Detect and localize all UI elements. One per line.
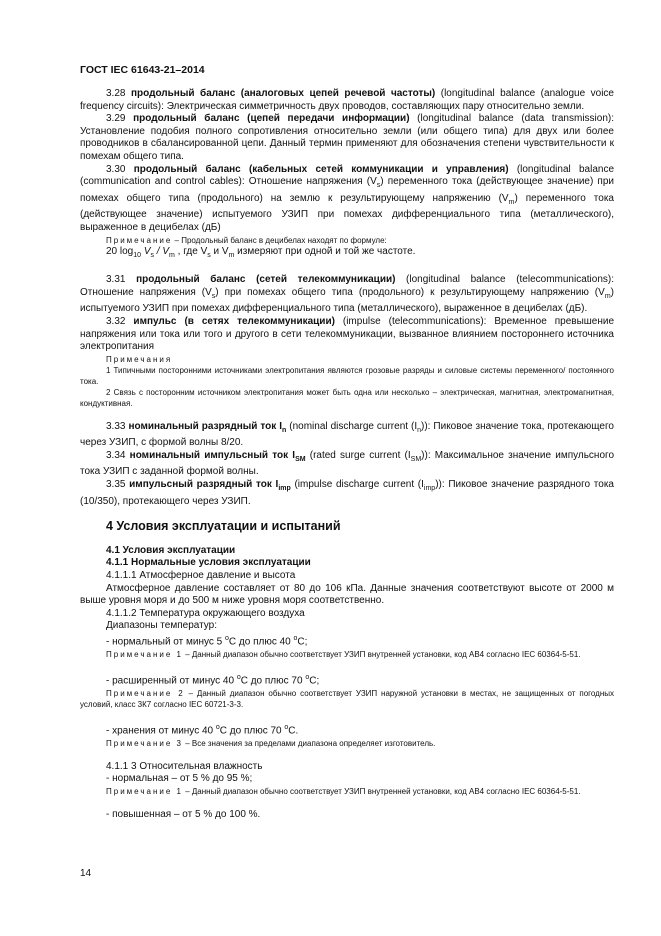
subscript: SM bbox=[410, 455, 422, 463]
temp-note-3 bbox=[80, 738, 614, 749]
page-number: 14 bbox=[80, 868, 92, 879]
formula-text: , где V bbox=[174, 245, 208, 257]
term-definition: (longitudinal balance (communication and control cables): Отношение напряжения (V bbox=[80, 163, 615, 188]
term-title: импульс (в сетях телекоммуникации) bbox=[133, 315, 335, 327]
term-3-35 bbox=[80, 479, 614, 508]
notes-heading bbox=[80, 354, 614, 365]
formula-text: и V bbox=[210, 245, 229, 257]
term-definition: )): Пиковое значение разрядного тока (10/350), протекающего через УЗИП. bbox=[80, 479, 614, 507]
subscript: SM bbox=[295, 455, 306, 463]
subscript: m bbox=[604, 292, 611, 300]
subsection-4-1-1-3: 4.1.1 3 Относительная влажность bbox=[106, 760, 263, 772]
document-body bbox=[80, 88, 614, 822]
degree: o bbox=[293, 635, 298, 642]
spacer bbox=[80, 262, 614, 274]
range-storage bbox=[80, 722, 614, 738]
ranges-text: Диапазоны температур: bbox=[106, 620, 218, 632]
spacer bbox=[80, 409, 614, 421]
subscript: m bbox=[169, 251, 175, 259]
humidity-note bbox=[80, 786, 614, 797]
term-definition: (nominal discharge current (I bbox=[286, 420, 418, 432]
term-3-31 bbox=[80, 274, 614, 316]
range-text: C до плюс 40 bbox=[228, 636, 294, 648]
temp-note-1 bbox=[80, 649, 614, 660]
term-3-28 bbox=[80, 88, 614, 113]
term-definition: (rated surge current (I bbox=[305, 449, 411, 461]
humidity-high: - повышенная – от 5 % до 100 %. bbox=[106, 808, 261, 820]
term-definition: )): Максимальное значение импульсного тока УЗИП с заданной формой волны. bbox=[80, 449, 615, 478]
term-definition: ) переменного тока (действующее значение) при помехах общего типа (продольного) на землю к результирующему напряжению (V bbox=[80, 176, 614, 204]
term-title: продольный баланс (сетей телекоммуникации) bbox=[136, 274, 396, 286]
degree: o bbox=[215, 723, 220, 731]
subscript: n bbox=[417, 426, 422, 434]
term-number: 3.28 bbox=[106, 88, 126, 99]
term-title: продольный баланс (кабельных сетей коммуникации и управления) bbox=[133, 163, 509, 175]
section-title: 4 Условия эксплуатации и испытаний bbox=[106, 519, 341, 534]
formula-var: / V bbox=[154, 245, 170, 257]
formula-text: измеряют при одной и той же частоте. bbox=[234, 245, 416, 257]
term-definition: (longitudinal balance (data transmission): Установление подобия полного сопротивления относительно земли (или общего типа) для двух или более проводников в сбалансированной цепи. Данный термин применяют для обозначения степени чувствительности к помехам общего типа. bbox=[80, 113, 614, 162]
spacer bbox=[80, 533, 614, 545]
subsection-4-1: 4.1 Условия эксплуатации bbox=[106, 544, 236, 556]
term-number: 3.29 bbox=[106, 113, 126, 125]
subscript: imp bbox=[278, 485, 291, 493]
term-number: 3.31 bbox=[106, 274, 126, 286]
spacer bbox=[80, 797, 614, 809]
note-label: Примечание 1 bbox=[106, 786, 183, 796]
subsection-4-1-1: 4.1.1 Нормальные условия эксплуатации bbox=[106, 557, 311, 569]
note-label: Примечание bbox=[106, 235, 173, 245]
note-text: – Продольный баланс в децибелах находят по формуле: bbox=[172, 235, 387, 245]
term-definition: (longitudinal balance (analogue voice frequency circuits): Электрическая симметричность двух проводов, составляющих пару относительно земли. bbox=[80, 88, 614, 112]
term-number: 3.30 bbox=[106, 163, 126, 175]
term-3-34 bbox=[80, 450, 614, 479]
subscript: s bbox=[150, 251, 154, 259]
term-number: 3.33 bbox=[106, 420, 126, 432]
formula-var: V bbox=[141, 245, 151, 257]
formula bbox=[80, 246, 614, 263]
range-text: C; bbox=[297, 636, 308, 648]
term-definition: (impulse discharge current (I bbox=[290, 479, 424, 491]
note-text: – Данный диапазон обычно соответствует УЗИП внутренней установки, код АВ4 согласно IEC 60364-5-51. bbox=[182, 786, 581, 796]
degree: o bbox=[305, 673, 310, 681]
note-1: 1 Типичными посторонними источниками электропитания являются грозовые разряды и силовые системы переменного/ постоянного тока. bbox=[80, 365, 614, 386]
subscript: m bbox=[228, 251, 235, 259]
note-text: – Данный диапазон обычно соответствует УЗИП наружной установки в местах, не защищенных от погодных условий, класс 3К7 согласно IEC 60721-3-3. bbox=[80, 688, 614, 709]
subscript: n bbox=[282, 426, 287, 434]
term-number: 3.32 bbox=[106, 315, 126, 327]
subsection-4-1-1-2: 4.1.1.2 Температура окружающего воздуха bbox=[106, 607, 305, 619]
formula-text: 20 log bbox=[106, 245, 134, 257]
note-2: 2 Связь с посторонним источником электропитания может быть одна или несколько – электрическая, магнитная, электромагнитная, кондуктивная. bbox=[80, 387, 614, 408]
term-definition: ) испытуемого УЗИП при помехах дифференциального типа (металлического), выраженное в децибелах (дБ). bbox=[80, 286, 614, 315]
range-text: C до плюс 70 bbox=[219, 725, 285, 737]
degree: o bbox=[236, 673, 241, 681]
subscript: s bbox=[376, 182, 381, 190]
range-text: C до плюс 70 bbox=[240, 675, 306, 687]
subscript: s bbox=[207, 251, 211, 259]
range-text: C; bbox=[309, 675, 320, 687]
pressure-text: Атмосферное давление составляет от 80 до 106 кПа. Данные значения соответствуют высоте от 2000 м выше уровня моря и до 500 м ниже уровня моря соответственно. bbox=[80, 582, 614, 607]
subscript: imp bbox=[423, 485, 436, 493]
humidity-normal: - нормальная – от 5 % до 95 %; bbox=[106, 773, 253, 785]
term-number: 3.34 bbox=[106, 449, 126, 461]
note-label: Примечание 3 bbox=[106, 738, 183, 748]
range-text: - расширенный от минус 40 bbox=[106, 675, 237, 687]
subsection-4-1-1-1: 4.1.1.1 Атмосферное давление и высота bbox=[106, 570, 296, 582]
spacer bbox=[80, 710, 614, 722]
subscript: s bbox=[211, 292, 216, 300]
range-text: C. bbox=[288, 725, 299, 737]
term-3-29 bbox=[80, 113, 614, 163]
subscript: 10 bbox=[133, 251, 142, 259]
subscript: m bbox=[508, 198, 515, 206]
range-extended bbox=[80, 672, 614, 688]
note-label: Примечание 2 bbox=[106, 688, 185, 698]
spacer bbox=[80, 660, 614, 672]
term-3-30 bbox=[80, 164, 614, 235]
term-definition: (longitudinal balance (telecommunications): Отношение напряжения (V bbox=[80, 274, 615, 298]
note-label: Примечания bbox=[106, 354, 173, 364]
range-text: - нормальный от минус 5 bbox=[106, 636, 225, 648]
term-definition: ) переменного тока (действующее значение) испытуемого УЗИП при помехах дифференциального типа (металлического), выраженное в децибелах (дБ) bbox=[80, 192, 614, 233]
range-normal bbox=[80, 633, 614, 649]
temp-note-2 bbox=[80, 688, 614, 710]
term-title: продольный баланс (цепей передачи информации) bbox=[133, 113, 410, 125]
degree: o bbox=[284, 723, 289, 731]
term-title: импульсный разрядный ток I bbox=[129, 479, 279, 491]
note-text: – Все значения за пределами диапазона определяет изготовитель. bbox=[182, 738, 436, 748]
note-label: Примечание 1 bbox=[106, 649, 183, 659]
note-text: – Данный диапазон обычно соответствует УЗИП внутренней установки, код АВ4 согласно IEC 60364-5-51. bbox=[182, 649, 581, 659]
term-title: продольный баланс (аналоговых цепей речевой частоты) bbox=[130, 88, 436, 99]
note-3-30 bbox=[80, 235, 614, 246]
term-title: номинальный импульсный ток I bbox=[129, 449, 296, 461]
term-definition: ) при помехах общего типа (продольного) к результирующему напряжению (V bbox=[215, 286, 605, 298]
term-title: номинальный разрядный ток I bbox=[128, 420, 283, 432]
term-number: 3.35 bbox=[106, 479, 126, 491]
range-text: - хранения от минус 40 bbox=[106, 725, 216, 737]
spacer bbox=[80, 749, 614, 761]
term-definition: )): Пиковое значение тока, протекающего через УЗИП, с формой волны 8/20. bbox=[80, 420, 614, 449]
document-header: ГОСТ IEC 61643-21–2014 bbox=[80, 64, 205, 76]
degree: o bbox=[225, 635, 229, 642]
term-3-32 bbox=[80, 316, 614, 354]
term-3-33 bbox=[80, 421, 614, 450]
term-definition: (impulse (telecommunications): Временное превышение напряжения или тока или того и другого в сети телекоммуникации, вызванное влиянием постороннего источника электропитания bbox=[80, 315, 615, 353]
